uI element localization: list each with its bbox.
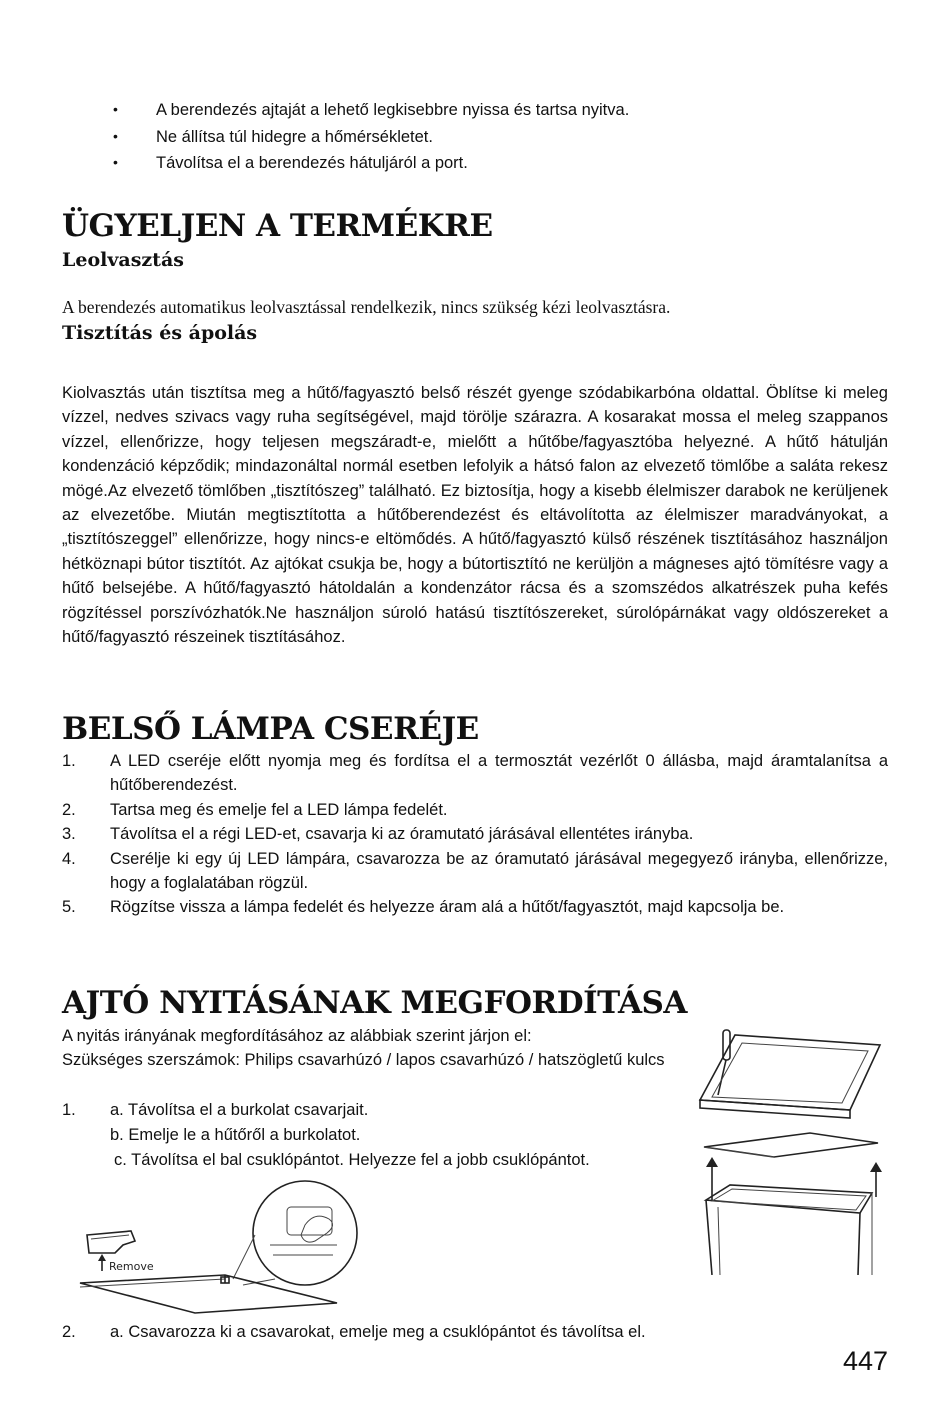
bullet-symbol: • [113, 101, 118, 117]
step-number: 5. [62, 898, 76, 917]
door-intro-text: A nyitás irányának megfordításához az alábbiak szerint járjon el: [62, 1027, 532, 1045]
step-text: Cserélje ki egy új LED lámpára, csavarozza be az óramutató járásával megegyező irányba, ellenőrizze, hogy a foglalatában rögzül. [110, 849, 888, 893]
list-item [62, 798, 888, 822]
subsection-title-cleaning: Tisztítás és ápolás [62, 322, 258, 344]
step-text: a. Csavarozza ki a csavarokat, emelje meg a csuklópántot és távolítsa el. [110, 1323, 646, 1341]
arrow-up-icon [870, 1162, 882, 1197]
bullet-symbol: • [113, 154, 118, 170]
step-text: c. Távolítsa el bal csuklópántot. Helyezze fel a jobb csuklópántot. [114, 1151, 590, 1169]
step-text: Rögzítse vissza a lámpa fedelét és helyezze áram alá a hűtőt/fagyasztót, majd kapcsolja be. [110, 898, 785, 917]
section-title-door-reversal: AJTÓ NYITÁSÁNAK MEGFORDÍTÁSA [62, 985, 687, 1021]
list-item [62, 895, 888, 919]
page-number: 447 [842, 1346, 888, 1376]
subsection-title-defrost: Leolvasztás [62, 249, 184, 271]
step-text: A LED cseréje előtt nyomja meg és fordítsa el a termosztát vezérlőt 0 állásba, majd áramtalanítsa a hűtőberendezést. [110, 752, 888, 795]
lamp-steps-list [62, 749, 888, 920]
tools-text: Szükséges szerszámok: Philips csavarhúzó / lapos csavarhúzó / hatszögletű kulcs [62, 1051, 665, 1069]
arrow-up-icon [98, 1254, 106, 1271]
defrost-text: A berendezés automatikus leolvasztással rendelkezik, nincs szükség kézi leolvasztásra. [62, 297, 671, 317]
step-number: 2. [62, 1323, 76, 1341]
step-text: Távolítsa el a régi LED-et, csavarja ki az óramutató járásával ellentétes irányba. [110, 825, 694, 844]
list-item-text: A berendezés ajtaját a lehető legkisebbre nyissa és tartsa nyitva. [156, 101, 630, 119]
list-item [113, 128, 873, 155]
step-number: 4. [62, 849, 76, 868]
list-item [113, 154, 873, 181]
step-text: a. Távolítsa el a burkolat csavarjait. [110, 1101, 369, 1119]
list-item-text: Távolítsa el a berendezés hátuljáról a port. [156, 154, 468, 172]
step-number: 3. [62, 825, 76, 844]
step-number: 1. [62, 1101, 76, 1119]
list-item [62, 749, 888, 798]
hinge-removal-illustration [75, 1175, 375, 1315]
step-number: 1. [62, 752, 76, 770]
list-item [62, 822, 888, 846]
cover-removal-illustration [690, 1025, 890, 1275]
bullet-list [113, 101, 873, 181]
list-item-text: Ne állítsa túl hidegre a hőmérsékletet. [156, 127, 433, 146]
remove-label: Remove [109, 1260, 154, 1273]
hinge-icon [87, 1231, 135, 1253]
section-title-lamp-replacement: BELSŐ LÁMPA CSERÉJE [62, 711, 479, 747]
step-text: Tartsa meg és emelje fel a LED lámpa fedelét. [110, 800, 448, 819]
section-title-product-care: ÜGYELJEN A TERMÉKRE [62, 208, 493, 244]
bullet-symbol: • [113, 127, 118, 144]
cleaning-text: Kiolvasztás után tisztítsa meg a hűtő/fagyasztó belső részét gyenge szódabikarbóna oldattal. Öblítse ki meleg vízzel, nedves szivacs vagy ruha segítségével, majd törölje szárazra. A kosarakat mossa el meleg szappanos vízzel, ellenőrizze, hogy teljesen megszáradt-e, mielőtt a hűtőbe/fagyasztóba helyezné. A hűtő hátulján kondenzáció képződik; mindazonáltal normál esetben lefolyik a hátsó falon az elvezető tömlőbe a saláta rekesz mögé.Az elvezető tömlőben „tisztítószeg” található. Ez biztosítja, hogy a kisebb élelmiszer darabok ne kerüljenek az elvezetőbe. Miután megtisztította a hűtőberendezést és eltávolította az élelmiszer maradványokat, a „tisztítószeggel” ellenőrizze, hogy nincs-e eltömődés. A hűtő/fagyasztó külső részének tisztításához használjon hétköznapi bútor tisztítót. Az ajtókat csukja be, hogy a bútortisztító ne kerüljön a mágneses ajtó tömítésre vagy a hűtő belsejébe. A hűtő/fagyasztó hátoldalán a kondenzátor rácsa és a szomszédos alkatrészek puha kefés rögzítéssel porszívózhatók.Ne használjon súroló hatású tisztítószereket, súrolópárnákat vagy oldószereket a hűtő/fagyasztó részeinek tisztításához. [62, 384, 888, 647]
list-item [62, 847, 888, 896]
step-number: 2. [62, 800, 76, 819]
step-text: b. Emelje le a hűtőről a burkolatot. [110, 1126, 361, 1144]
list-item [113, 101, 873, 128]
